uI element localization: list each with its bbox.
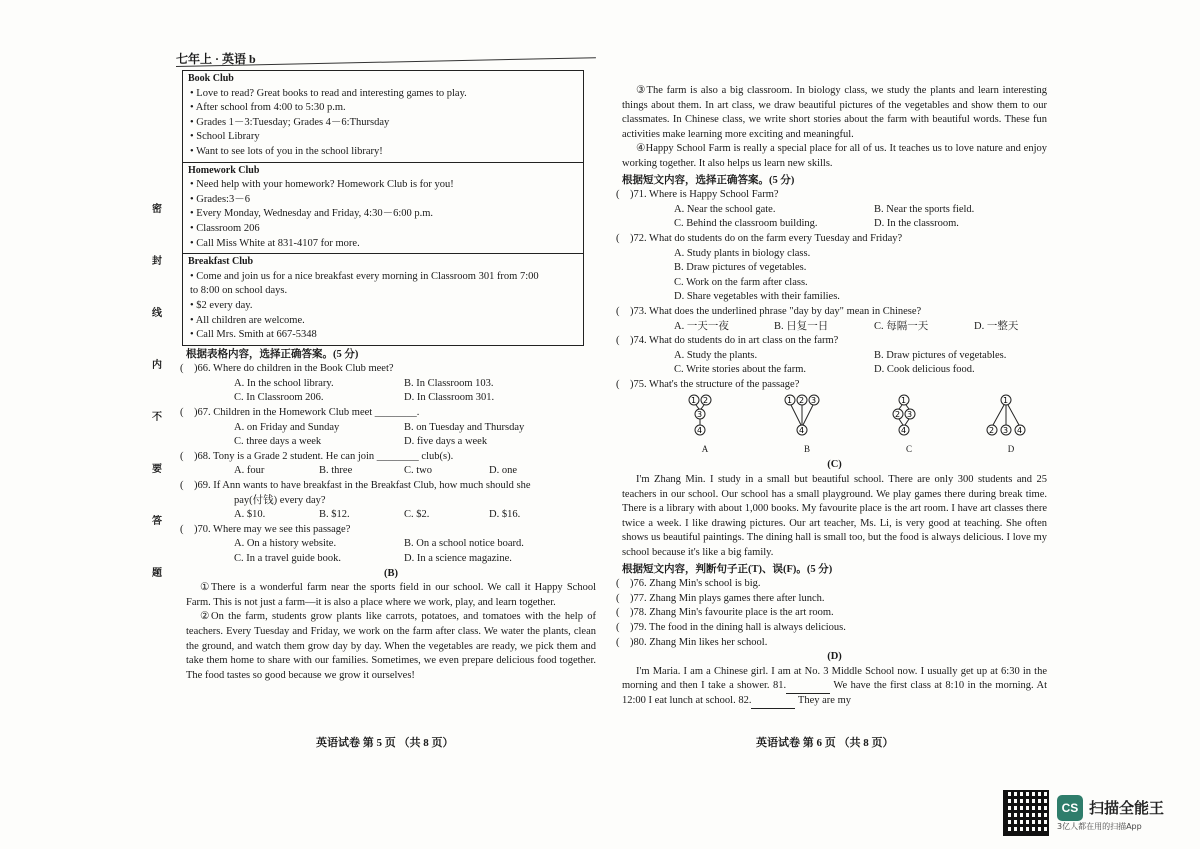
question-69: ( )69. If Ann wants to have breakfast in the Breakfast Club, how much should she bbox=[180, 480, 531, 492]
question-68: ( )68. Tony is a Grade 2 student. He can join ________ club(s). bbox=[180, 450, 454, 462]
scanner-brand bbox=[1003, 790, 1164, 836]
svg-text:1: 1 bbox=[787, 396, 793, 406]
passage-c: I'm Zhang Min. I study in a small but beautiful school. There are only 300 students and 25 teachers in our school. Our school has a small playground. We play games there during break time. There is a library with about 1,000 books. My favourite place is the art room. I have art classes there twice a week. I like drawing pictures. Our art teacher, Ms. Li, is very good at teaching. She often shows us beautiful paintings. The dining hall is small too, but the food is always delicious. I love my school because it's like a big family. bbox=[622, 474, 1047, 559]
club-table bbox=[182, 70, 584, 346]
structure-diagram-c: 1 2 3 4 C bbox=[878, 394, 940, 454]
question-77: ( )77. Zhang Min plays games there after lunch. bbox=[616, 592, 825, 604]
question-66-options: A. In the school library. B. In Classroom 103. C. In Classroom 206. D. In Classroom 301. bbox=[234, 377, 495, 404]
section-c-instructions: 根据短文内容，判断句子正(T)、误(F)。(5 分) bbox=[622, 563, 833, 575]
question-73-options: A. 一天一夜 B. 日复一日 C. 每隔一天 D. 一整天 bbox=[674, 320, 1019, 332]
question-78: ( )78. Zhang Min's favourite place is the art room. bbox=[616, 607, 834, 619]
left-page bbox=[180, 70, 596, 683]
question-71-options: A. Near the school gate. B. Near the sports field. C. Behind the classroom building. D. In the classroom. bbox=[674, 203, 975, 230]
svg-text:2: 2 bbox=[703, 396, 709, 406]
question-69-continued: pay(付钱) every day? bbox=[234, 494, 326, 506]
brand-subtitle: 3亿人都在用的扫描App bbox=[1056, 821, 1142, 831]
breakfast-club: Breakfast Club • Come and join us for a nice breakfast every morning in Classroom 301 from 7:00 to 8:00 on school days. • $2 every day. • All children are welcome. • Call Mrs. Smith at 667-5348 bbox=[188, 256, 539, 341]
svg-text:2: 2 bbox=[989, 426, 995, 436]
seal-line-text: 密 封 线 内 不 要 答 题 bbox=[152, 204, 162, 579]
book-club: Book Club • Love to read? Great books to read and interesting games to play. • After school from 4:00 to 5:30 p.m. • Grades 1－3:Tuesday; Grades 4－6:Thursday • School Library • Want to see lots of you in the school library! bbox=[183, 71, 583, 163]
passage-b-para-2: ②On the farm, students grow plants like carrots, potatoes, and tomatoes with the help of teachers. Every Tuesday and Friday, we work on the farm after class. We water the plants, clean the ground, and watch them grow day by day. When the vegetables are ready, we pick them and take them home to share with our families. Sometimes, we even prepare delicious food together. The food tastes so good because we grow it ourselves! bbox=[186, 611, 596, 681]
svg-text:3: 3 bbox=[907, 410, 913, 420]
section-b-label: (B) bbox=[384, 567, 398, 579]
svg-text:2: 2 bbox=[799, 396, 805, 406]
passage-b-para-4: ④Happy School Farm is really a special place for all of us. It teaches us to love nature and enjoy working together. It also helps us learn new skills. bbox=[622, 143, 1047, 169]
question-74-options: A. Study the plants. B. Draw pictures of vegetables. C. Write stories about the farm. D. Cook delicious food. bbox=[674, 349, 1007, 376]
qr-code-icon bbox=[1003, 790, 1049, 836]
structure-diagrams bbox=[622, 394, 1047, 456]
camscanner-logo-icon: CS bbox=[1057, 795, 1083, 821]
section-a-instructions: 根据表格内容，选择正确答案。(5 分) bbox=[186, 348, 359, 360]
question-68-options: A. four B. three C. two D. one bbox=[234, 465, 517, 477]
question-72-options: A. Study plants in biology class. B. Draw pictures of vegetables. C. Work on the farm after class. D. Share vegetables with their families. bbox=[674, 247, 840, 303]
section-b-instructions: 根据短文内容，选择正确答案。(5 分) bbox=[622, 174, 795, 186]
question-70-options: A. On a history website. B. On a school notice board. C. In a travel guide book. D. In a science magazine. bbox=[234, 538, 524, 564]
section-c-label: (C) bbox=[827, 459, 842, 471]
question-75: ( )75. What's the structure of the passage? bbox=[616, 378, 800, 390]
question-67: ( )67. Children in the Homework Club meet ________. bbox=[180, 407, 420, 419]
section-d-label: (D) bbox=[827, 651, 842, 663]
footer-page-5: 英语试卷 第 5 页 （共 8 页） bbox=[316, 737, 454, 749]
passage-d: I'm Maria. I am a Chinese girl. I am at No. 3 Middle School now. I usually get up at 6:30 in the morning and then I take a shower. 81. We have the first class at 8:10 in the morning. At 12:00 I eat lunch at school. 82. They are my bbox=[622, 665, 1047, 709]
passage-b-para-1: ①There is a wonderful farm near the sports field in our school. We call it Happy School Farm. This is not just a farm—it is also a place where we work, play, and learn together. bbox=[186, 582, 596, 608]
question-71: ( )71. Where is Happy School Farm? bbox=[616, 189, 779, 201]
svg-text:3: 3 bbox=[697, 410, 703, 420]
question-70: ( )70. Where may we see this passage? bbox=[180, 523, 351, 535]
question-73: ( )73. What does the underlined phrase "day by day" mean in Chinese? bbox=[616, 305, 922, 317]
svg-text:1: 1 bbox=[901, 396, 907, 406]
page-header: 七年上 · 英语 b bbox=[176, 52, 256, 66]
question-79: ( )79. The food in the dining hall is always delicious. bbox=[616, 622, 846, 633]
question-66: ( )66. Where do children in the Book Club meet? bbox=[180, 363, 394, 375]
svg-text:4: 4 bbox=[1017, 426, 1023, 436]
right-page bbox=[616, 84, 1047, 709]
svg-text:1: 1 bbox=[691, 396, 697, 406]
svg-text:1: 1 bbox=[1003, 396, 1009, 406]
svg-text:4: 4 bbox=[697, 426, 703, 436]
structure-diagram-a: 1 2 3 4 A bbox=[674, 394, 736, 454]
structure-diagram-b: 1 2 3 4 B bbox=[776, 394, 838, 454]
footer-page-6: 英语试卷 第 6 页 （共 8 页） bbox=[756, 737, 894, 749]
svg-text:3: 3 bbox=[811, 396, 817, 406]
svg-text:4: 4 bbox=[799, 426, 805, 436]
structure-diagram-d: 1 2 3 4 D bbox=[980, 394, 1042, 454]
question-69-options: A. $10. B. $12. C. $2. D. $16. bbox=[234, 509, 521, 521]
question-76: ( )76. Zhang Min's school is big. bbox=[616, 578, 761, 590]
question-74: ( )74. What do students do in art class on the farm? bbox=[616, 335, 839, 347]
passage-b-para-3: ③The farm is also a big classroom. In biology class, we study the plants and learn interesting things about them. In art class, we draw beautiful pictures of the vegetables and show them to our classmates. In Chinese class, we write short stories about the farm with beautiful words. These fun activities make learning more exciting and meaningful. bbox=[622, 85, 1047, 140]
svg-text:2: 2 bbox=[895, 410, 901, 420]
question-67-options: A. on Friday and Sunday B. on Tuesday and Thursday C. three days a week D. five days a week bbox=[234, 421, 525, 448]
svg-text:4: 4 bbox=[901, 426, 907, 436]
brand-name: 扫描全能王 bbox=[1088, 799, 1164, 817]
question-72: ( )72. What do students do on the farm every Tuesday and Friday? bbox=[616, 232, 903, 244]
homework-club: Homework Club • Need help with your homework? Homework Club is for you! • Grades:3－6 • Every Monday, Wednesday and Friday, 4:30－6:00 p.m. • Classroom 206 • Call Miss White at 831-4107 for more. bbox=[183, 163, 583, 255]
svg-text:3: 3 bbox=[1003, 426, 1009, 436]
blank-82[interactable] bbox=[751, 698, 795, 709]
question-80: ( )80. Zhang Min likes her school. bbox=[616, 636, 768, 648]
blank-81[interactable] bbox=[786, 683, 830, 694]
